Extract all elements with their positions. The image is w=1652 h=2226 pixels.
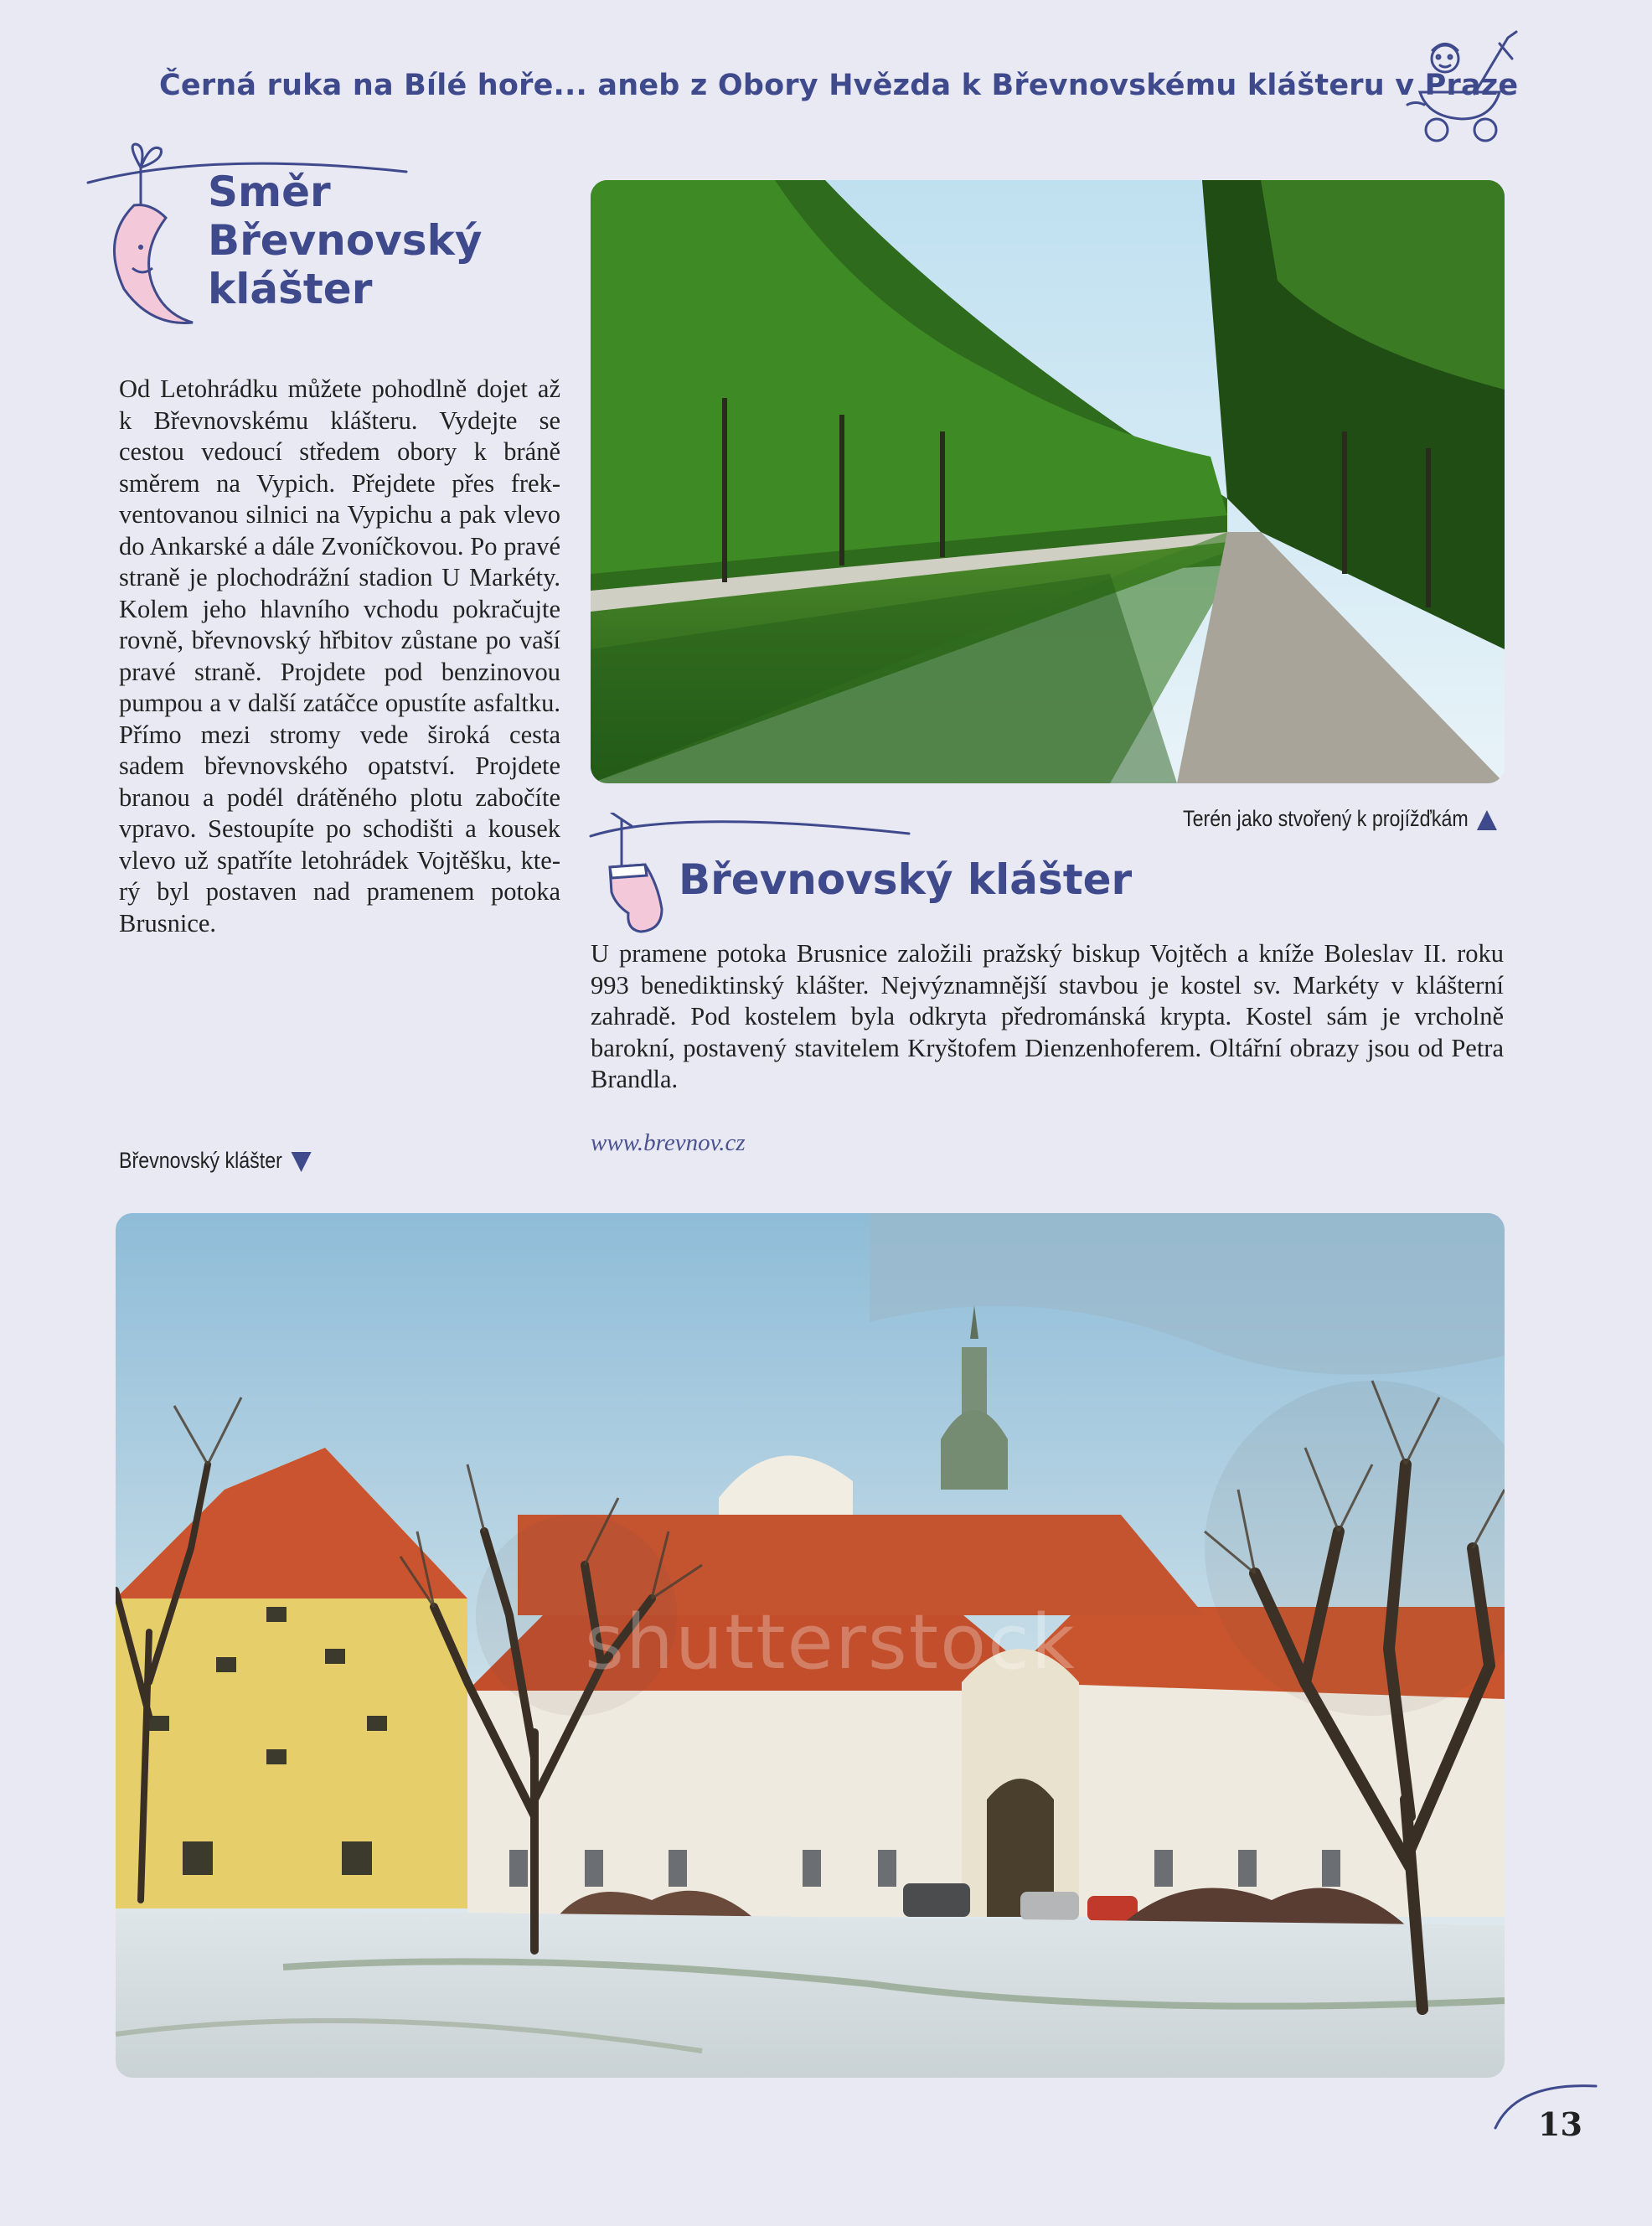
section-body-left: Od Letohrádku můžete pohodlně dojet až k Břevnovskému klášteru. Vydejte se cestou vedoucí středem obory k bráně směrem na Vypich. Přejdete přes frekventovanou silnici na Vypichu a pak vlevo do Ankarské a dále Zvoníčkovou. Po pravé straně je plochodrážní stadion U Markéty. Kolem jeho hlavního vchodu pokračujte rovně, břevnovský hřbitov zůstane po vaší pravé straně. Projdete pod benzinovou pumpou a v další zatáčce opustíte asfaltku. Přímo mezi stromy vede široká cesta sadem břevnovského opatství. Projdete branou a podél drátěného plotu zabočíte vpravo. Sestoupíte po schodišti a kousek vlevo už spatříte letohrádek Vojtěšku, který byl postaven nad pramenem potoka Brusnice.	[119, 374, 560, 937]
website-link[interactable]: www.brevnov.cz	[591, 1129, 746, 1156]
triangle-up-icon	[1477, 810, 1497, 830]
page-number: 13	[1538, 2105, 1582, 2143]
photo-tree-alley	[591, 180, 1505, 783]
photo-monastery	[116, 1213, 1505, 2078]
baby-stroller-icon	[1395, 25, 1520, 147]
photo-caption-top	[1183, 806, 1497, 832]
section-body-right: U pramene potoka Brusnice založili pražský biskup Vojtěch a kníže Boleslav II. roku 993 benediktinský klášter. Nejvýznamnější stavbou je kostel sv. Markéty v klášterní zahradě. Pod kostelem byla odkryta předrománská krypta. Kostel sám je vrcholně barokní, postavený stavitelem Kryštofem Dienzenhoferem. Oltářní obrazy jsou od Petra Brandla.	[591, 939, 1504, 1093]
caption-text: Břevnovský klášter	[119, 1148, 282, 1173]
section-title-smer: Směr Břevnovský klášter	[208, 168, 483, 313]
page-header-title: Černá ruka na Bílé hoře... aneb z Obory Hvězda k Břevnovskému klášteru v Praze	[159, 69, 1519, 102]
photo-caption-bottom	[119, 1148, 311, 1174]
caption-text: Terén jako stvořený k projížďkám	[1183, 806, 1469, 831]
section-title-klaster: Břevnovský klášter	[679, 855, 1133, 904]
triangle-down-icon	[291, 1152, 311, 1172]
photo-watermark: shutterstock	[585, 1598, 1076, 1686]
